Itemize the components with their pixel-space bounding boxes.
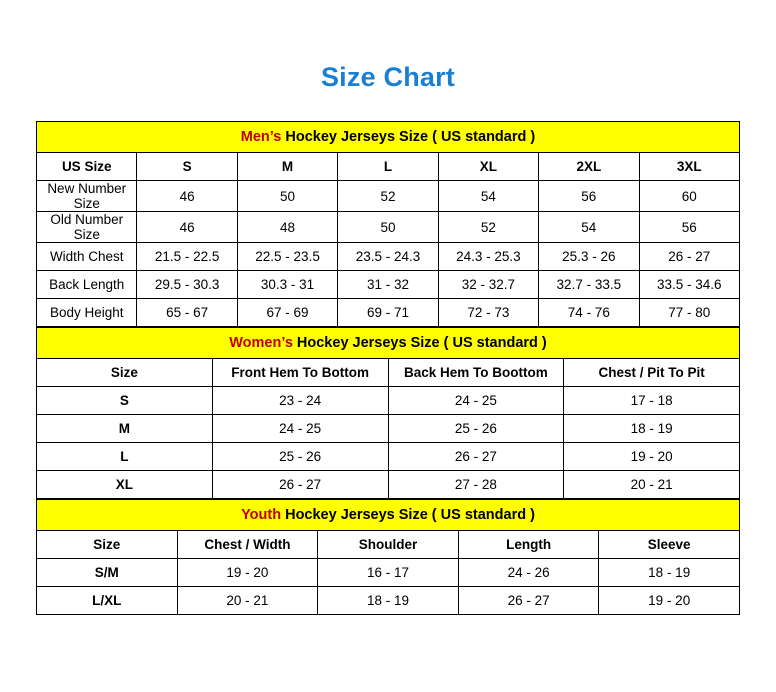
womens-row-2-cell-3: 19 - 20 [564,443,740,471]
womens-row-0-cell-2: 24 - 25 [388,387,564,415]
mens-row-0-cell-1: 46 [137,181,237,212]
mens-row-1-cell-4: 52 [438,212,538,243]
womens-column-header-row [37,359,740,387]
youth-row-1-label: L/XL [37,587,178,615]
mens-row-2-cell-4: 24.3 - 25.3 [438,243,538,271]
table-row [37,212,740,243]
table-row [37,271,740,299]
mens-row-0-label: New Number Size [37,181,137,212]
mens-row-3-cell-5: 32.7 - 33.5 [539,271,639,299]
table-row [37,587,740,615]
mens-col-2: M [237,153,337,181]
youth-row-0-cell-2: 16 - 17 [318,559,459,587]
youth-row-0-cell-1: 19 - 20 [177,559,318,587]
womens-row-0-cell-3: 17 - 18 [564,387,740,415]
womens-row-1-cell-2: 25 - 26 [388,415,564,443]
mens-header-rest: Hockey Jerseys Size ( US standard ) [281,129,536,145]
mens-col-1: S [137,153,237,181]
youth-section-header-row [37,500,740,531]
womens-row-0-cell-1: 23 - 24 [212,387,388,415]
mens-col-5: 2XL [539,153,639,181]
womens-size-table [36,327,740,499]
table-row [37,299,740,327]
table-row [37,415,740,443]
mens-row-3-cell-2: 30.3 - 31 [237,271,337,299]
womens-section-header [37,328,740,359]
womens-row-0-label: S [37,387,213,415]
youth-row-1-cell-1: 20 - 21 [177,587,318,615]
womens-row-1-cell-3: 18 - 19 [564,415,740,443]
youth-row-1-cell-2: 18 - 19 [318,587,459,615]
mens-row-4-cell-2: 67 - 69 [237,299,337,327]
mens-row-3-label: Back Length [37,271,137,299]
youth-col-0: Size [37,531,178,559]
youth-size-table [36,499,740,615]
youth-col-2: Shoulder [318,531,459,559]
womens-col-0: Size [37,359,213,387]
mens-col-4: XL [438,153,538,181]
mens-row-0-cell-2: 50 [237,181,337,212]
womens-row-3-label: XL [37,471,213,499]
youth-col-1: Chest / Width [177,531,318,559]
youth-row-0-cell-3: 24 - 26 [458,559,599,587]
womens-row-1-label: M [37,415,213,443]
youth-row-0-label: S/M [37,559,178,587]
mens-row-4-label: Body Height [37,299,137,327]
mens-row-0-cell-3: 52 [338,181,438,212]
mens-row-1-cell-2: 48 [237,212,337,243]
mens-header-accent: Men’s [240,129,282,145]
youth-header-rest: Hockey Jerseys Size ( US standard ) [281,507,535,523]
mens-col-0: US Size [37,153,137,181]
mens-row-1-label: Old Number Size [37,212,137,243]
womens-col-3: Chest / Pit To Pit [564,359,740,387]
mens-row-1-cell-1: 46 [137,212,237,243]
table-row [37,387,740,415]
table-row [37,443,740,471]
youth-row-0-cell-4: 18 - 19 [599,559,740,587]
mens-row-2-label: Width Chest [37,243,137,271]
mens-row-4-cell-4: 72 - 73 [438,299,538,327]
tables-container [36,121,740,615]
table-row [37,243,740,271]
table-row [37,181,740,212]
womens-row-3-cell-1: 26 - 27 [212,471,388,499]
womens-section-header-row [37,328,740,359]
mens-column-header-row [37,153,740,181]
mens-row-4-cell-5: 74 - 76 [539,299,639,327]
page-title: Size Chart [320,62,456,92]
mens-row-0-cell-4: 54 [438,181,538,212]
mens-row-2-cell-2: 22.5 - 23.5 [237,243,337,271]
mens-row-0-cell-5: 56 [539,181,639,212]
mens-row-4-cell-6: 77 - 80 [639,299,739,327]
youth-row-1-cell-3: 26 - 27 [458,587,599,615]
womens-row-1-cell-1: 24 - 25 [212,415,388,443]
mens-col-3: L [338,153,438,181]
youth-column-header-row [37,531,740,559]
youth-col-4: Sleeve [599,531,740,559]
womens-header-rest: Hockey Jerseys Size ( US standard ) [292,335,547,351]
mens-row-3-cell-6: 33.5 - 34.6 [639,271,739,299]
mens-row-3-cell-4: 32 - 32.7 [438,271,538,299]
womens-row-2-label: L [37,443,213,471]
mens-row-1-cell-5: 54 [539,212,639,243]
womens-row-3-cell-2: 27 - 28 [388,471,564,499]
womens-header-accent: Women’s [229,335,293,351]
youth-header-accent: Youth [241,507,282,523]
mens-col-6: 3XL [639,153,739,181]
mens-size-table [36,121,740,327]
mens-row-0-cell-6: 60 [639,181,739,212]
mens-row-3-cell-3: 31 - 32 [338,271,438,299]
womens-col-2: Back Hem To Boottom [388,359,564,387]
womens-row-2-cell-1: 25 - 26 [212,443,388,471]
mens-row-3-cell-1: 29.5 - 30.3 [137,271,237,299]
mens-row-4-cell-1: 65 - 67 [137,299,237,327]
mens-section-header-row [37,122,740,153]
mens-row-2-cell-3: 23.5 - 24.3 [338,243,438,271]
womens-row-2-cell-2: 26 - 27 [388,443,564,471]
youth-row-1-cell-4: 19 - 20 [599,587,740,615]
mens-row-2-cell-5: 25.3 - 26 [539,243,639,271]
table-row [37,559,740,587]
mens-row-1-cell-3: 50 [338,212,438,243]
mens-row-4-cell-3: 69 - 71 [338,299,438,327]
table-row [37,471,740,499]
youth-col-3: Length [458,531,599,559]
mens-row-2-cell-1: 21.5 - 22.5 [137,243,237,271]
youth-section-header [37,500,740,531]
mens-row-1-cell-6: 56 [639,212,739,243]
mens-row-2-cell-6: 26 - 27 [639,243,739,271]
mens-section-header [37,122,740,153]
womens-row-3-cell-3: 20 - 21 [564,471,740,499]
womens-col-1: Front Hem To Bottom [212,359,388,387]
